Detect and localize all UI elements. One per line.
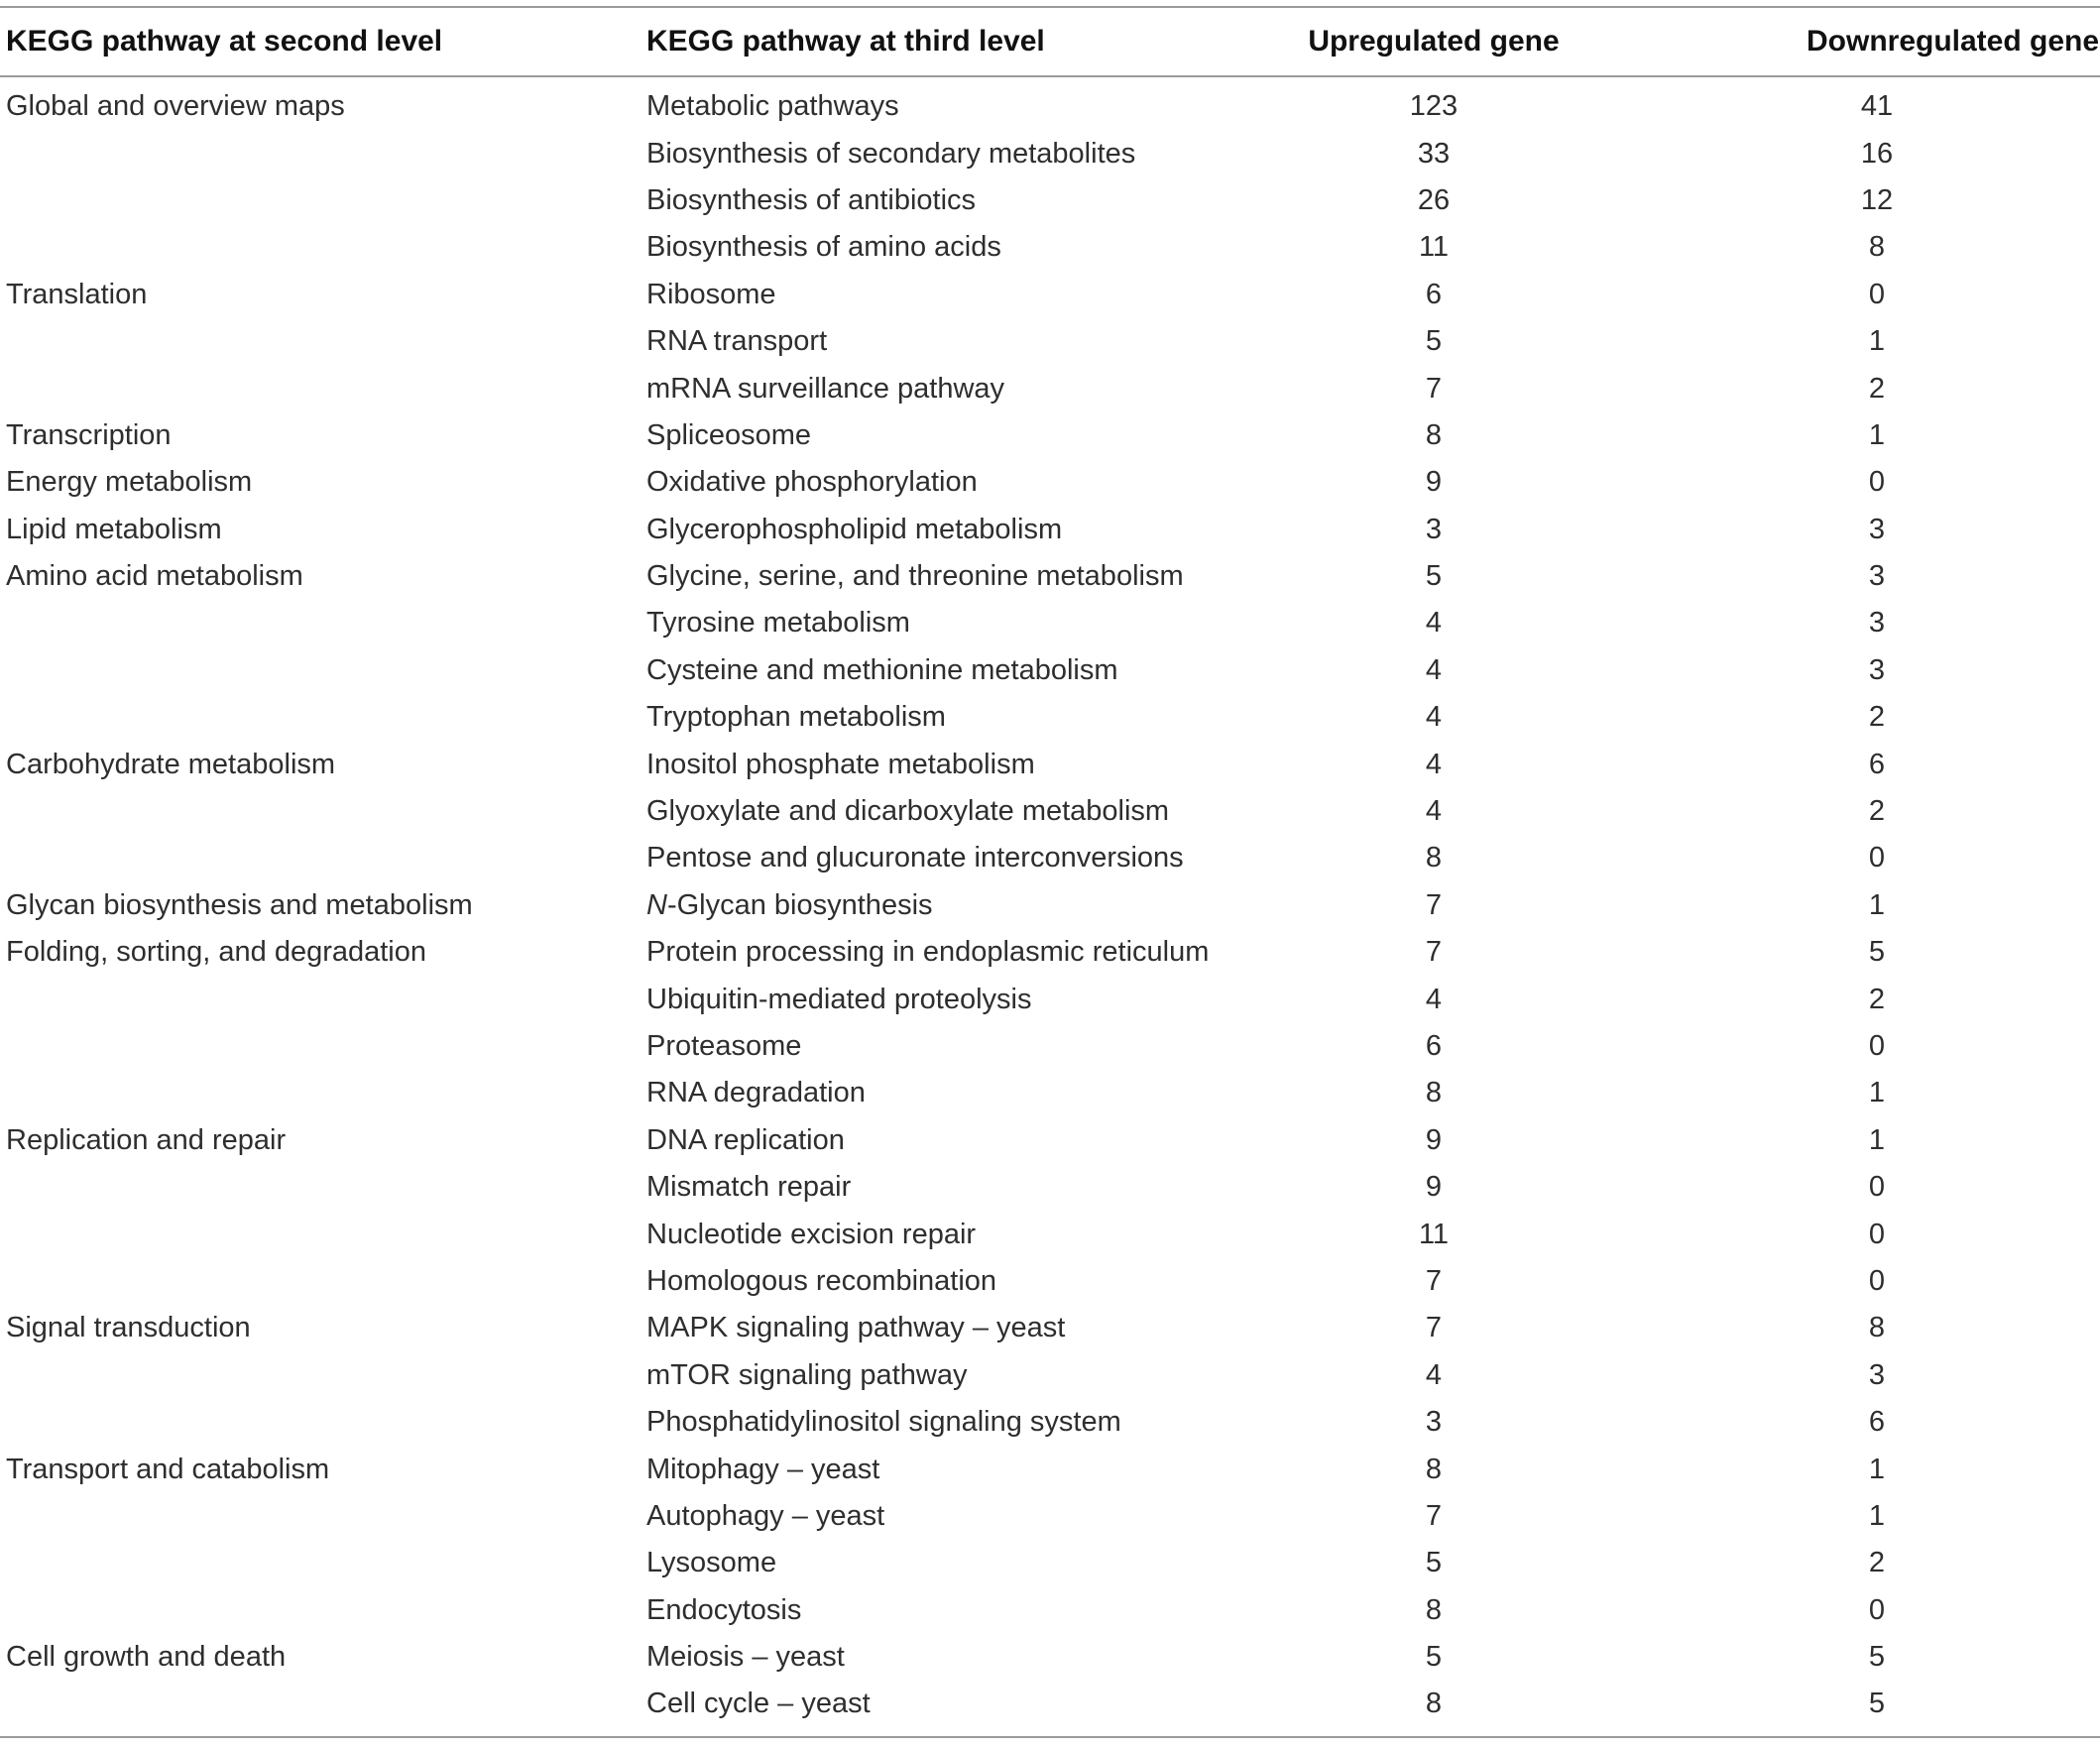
cell-third-level: Biosynthesis of antibiotics <box>646 183 977 216</box>
cell-downregulated: 3 <box>1868 1358 1886 1391</box>
cell-third-level: Proteasome <box>646 1030 802 1062</box>
cell-downregulated: 5 <box>1654 1681 2100 1736</box>
cell-downregulated: 1 <box>1868 1453 1886 1485</box>
cell-upregulated: 4 <box>1425 653 1443 686</box>
cell-second-level: Folding, sorting, and degradation <box>6 936 427 969</box>
cell-downregulated: 5 <box>1868 1641 1886 1674</box>
cell-upregulated: 7 <box>1425 1312 1443 1344</box>
table-row <box>0 694 2100 741</box>
table-row <box>0 1258 2100 1305</box>
cell-second-level: Transport and catabolism <box>6 1453 330 1485</box>
cell-downregulated: 1 <box>1868 1077 1886 1109</box>
table-row <box>0 224 2100 271</box>
cell-upregulated: 4 <box>1425 1358 1443 1391</box>
table-row <box>0 1305 2100 1351</box>
cell-downregulated: 1 <box>1868 1499 1886 1532</box>
cell-upregulated: 8 <box>1425 1593 1443 1626</box>
cell-second-level <box>0 647 641 694</box>
table-row <box>0 76 2100 130</box>
header-downregulated: Downregulated gene <box>1654 7 2100 76</box>
cell-third-level: Biosynthesis of amino acids <box>646 231 1001 264</box>
cell-upregulated: 5 <box>1425 1641 1443 1674</box>
cell-upregulated: 8 <box>1214 1681 1654 1736</box>
cell-downregulated: 2 <box>1868 795 1886 828</box>
table-row <box>0 1540 2100 1586</box>
cell-downregulated: 3 <box>1868 653 1886 686</box>
cell-second-level <box>0 1352 641 1399</box>
cell-second-level <box>0 976 641 1022</box>
table-row <box>0 1681 2100 1736</box>
header-upregulated: Upregulated gene <box>1214 7 1654 76</box>
header-second-level: KEGG pathway at second level <box>0 7 641 76</box>
table-row <box>0 130 2100 176</box>
cell-third-level: Biosynthesis of secondary metabolites <box>646 137 1136 170</box>
cell-downregulated: 2 <box>1868 701 1886 734</box>
cell-upregulated: 7 <box>1425 936 1443 969</box>
cell-upregulated: 5 <box>1425 325 1443 358</box>
cell-upregulated: 4 <box>1425 795 1443 828</box>
cell-third-level: Homologous recombination <box>646 1264 997 1297</box>
cell-second-level <box>0 1164 641 1211</box>
table-row <box>0 1634 2100 1681</box>
cell-second-level: Global and overview maps <box>6 90 345 123</box>
table-row <box>0 272 2100 318</box>
table-row <box>0 1352 2100 1399</box>
cell-downregulated: 8 <box>1868 231 1886 264</box>
table-row <box>0 835 2100 881</box>
cell-second-level <box>0 1211 641 1257</box>
cell-upregulated: 11 <box>1418 1218 1450 1250</box>
cell-second-level <box>0 177 641 224</box>
cell-upregulated: 9 <box>1425 1123 1443 1156</box>
cell-upregulated: 33 <box>1417 137 1451 170</box>
table-row <box>0 647 2100 694</box>
cell-downregulated: 1 <box>1868 418 1886 451</box>
cell-downregulated: 5 <box>1868 936 1886 969</box>
cell-downregulated: 8 <box>1868 1312 1886 1344</box>
cell-upregulated: 9 <box>1425 1171 1443 1204</box>
cell-downregulated: 0 <box>1868 466 1886 499</box>
cell-upregulated: 6 <box>1425 1030 1443 1062</box>
cell-upregulated: 7 <box>1425 1499 1443 1532</box>
cell-third-level: Glyoxylate and dicarboxylate metabolism <box>646 795 1170 828</box>
table-header <box>0 7 2100 76</box>
cell-third-level: Endocytosis <box>646 1593 802 1626</box>
cell-second-level <box>0 1258 641 1305</box>
cell-third-level: Autophagy – yeast <box>646 1499 885 1532</box>
cell-second-level: Carbohydrate metabolism <box>6 748 336 780</box>
table-row <box>0 741 2100 787</box>
cell-second-level: Replication and repair <box>6 1123 287 1156</box>
table-row <box>0 553 2100 600</box>
cell-third-level: RNA transport <box>646 325 828 358</box>
cell-downregulated: 0 <box>1868 1218 1886 1250</box>
cell-downregulated: 0 <box>1868 842 1886 874</box>
cell-upregulated: 11 <box>1418 231 1450 264</box>
cell-downregulated: 3 <box>1868 560 1886 593</box>
cell-upregulated: 7 <box>1425 372 1443 405</box>
cell-second-level <box>0 1399 641 1446</box>
kegg-pathway-table <box>0 6 2100 1738</box>
cell-third-level: mRNA surveillance pathway <box>646 372 1005 405</box>
cell-upregulated: 7 <box>1425 1264 1443 1297</box>
cell-second-level: Energy metabolism <box>6 466 253 499</box>
cell-second-level: Signal transduction <box>6 1312 251 1344</box>
cell-second-level: Transcription <box>6 418 172 451</box>
cell-third-level: Ubiquitin-mediated proteolysis <box>646 983 1032 1015</box>
cell-downregulated: 3 <box>1868 513 1886 545</box>
cell-third-level: Meiosis – yeast <box>646 1641 845 1674</box>
cell-third-level: Pentose and glucuronate interconversions <box>646 842 1184 874</box>
table-row <box>0 177 2100 224</box>
table-row <box>0 929 2100 976</box>
cell-upregulated: 8 <box>1425 1077 1443 1109</box>
cell-second-level <box>0 788 641 835</box>
cell-third-level: Spliceosome <box>646 418 812 451</box>
cell-upregulated: 8 <box>1425 842 1443 874</box>
cell-upregulated: 8 <box>1425 1453 1443 1485</box>
cell-downregulated: 0 <box>1868 1593 1886 1626</box>
table-row <box>0 600 2100 646</box>
cell-upregulated: 4 <box>1425 607 1443 640</box>
cell-upregulated: 123 <box>1409 90 1458 123</box>
cell-third-level: Mitophagy – yeast <box>646 1453 880 1485</box>
cell-downregulated: 2 <box>1868 372 1886 405</box>
cell-downregulated: 0 <box>1868 1030 1886 1062</box>
cell-third-level: Oxidative phosphorylation <box>646 466 978 499</box>
cell-second-level <box>0 1070 641 1116</box>
cell-second-level <box>0 130 641 176</box>
cell-third-level: Protein processing in endoplasmic reticulum <box>646 936 1210 969</box>
cell-third-level: Cell cycle – yeast <box>641 1681 1214 1736</box>
cell-upregulated: 4 <box>1425 983 1443 1015</box>
cell-second-level: Cell growth and death <box>6 1641 287 1674</box>
cell-downregulated: 41 <box>1860 90 1894 123</box>
cell-third-level: Lysosome <box>646 1547 777 1579</box>
cell-downregulated: 12 <box>1860 183 1894 216</box>
cell-upregulated: 26 <box>1417 183 1451 216</box>
table-row <box>0 882 2100 929</box>
cell-downregulated: 16 <box>1860 137 1894 170</box>
table-row <box>0 459 2100 506</box>
table-row <box>0 1070 2100 1116</box>
table-row <box>0 1117 2100 1164</box>
cell-downregulated: 2 <box>1868 983 1886 1015</box>
cell-second-level <box>0 1587 641 1634</box>
cell-third-level-prefix: N <box>646 888 667 921</box>
cell-second-level <box>0 318 641 365</box>
cell-upregulated: 5 <box>1425 560 1443 593</box>
table-row <box>0 1023 2100 1070</box>
cell-downregulated: 1 <box>1868 1123 1886 1156</box>
table-row <box>0 1446 2100 1492</box>
cell-downregulated: 6 <box>1868 748 1886 780</box>
cell-downregulated: 1 <box>1868 888 1886 921</box>
cell-third-level: mTOR signaling pathway <box>646 1358 968 1391</box>
cell-second-level <box>0 600 641 646</box>
table-row <box>0 1164 2100 1211</box>
table-row <box>0 412 2100 459</box>
cell-third-level: Tryptophan metabolism <box>646 701 946 734</box>
table-row <box>0 507 2100 553</box>
table-row <box>0 1211 2100 1257</box>
cell-upregulated: 3 <box>1425 1406 1443 1439</box>
cell-second-level: Lipid metabolism <box>6 513 222 545</box>
cell-downregulated: 0 <box>1868 1171 1886 1204</box>
cell-second-level: Translation <box>6 278 148 310</box>
cell-third-level: Nucleotide excision repair <box>646 1218 977 1250</box>
header-row <box>0 7 2100 76</box>
table-row <box>0 318 2100 365</box>
header-third-level: KEGG pathway at third level <box>641 7 1214 76</box>
cell-third-level: MAPK signaling pathway – yeast <box>646 1312 1066 1344</box>
cell-third-level: RNA degradation <box>646 1077 866 1109</box>
cell-downregulated: 1 <box>1868 325 1886 358</box>
cell-downregulated: 2 <box>1868 1547 1886 1579</box>
cell-downregulated: 0 <box>1868 1264 1886 1297</box>
cell-third-level <box>641 882 1214 929</box>
cell-upregulated: 8 <box>1425 418 1443 451</box>
cell-downregulated: 6 <box>1868 1406 1886 1439</box>
cell-third-level-text: -Glycan biosynthesis <box>666 888 933 921</box>
cell-upregulated: 6 <box>1425 278 1443 310</box>
table-row <box>0 1493 2100 1540</box>
cell-second-level: Glycan biosynthesis and metabolism <box>6 888 473 921</box>
cell-second-level <box>0 1540 641 1586</box>
cell-third-level: Ribosome <box>646 278 776 310</box>
cell-third-level: Metabolic pathways <box>646 90 899 123</box>
cell-upregulated: 9 <box>1425 466 1443 499</box>
cell-third-level: Cysteine and methionine metabolism <box>646 653 1118 686</box>
table-row <box>0 788 2100 835</box>
table-body <box>0 76 2100 1737</box>
cell-downregulated: 3 <box>1868 607 1886 640</box>
cell-upregulated: 5 <box>1425 1547 1443 1579</box>
cell-third-level: Mismatch repair <box>646 1171 852 1204</box>
cell-second-level <box>0 1023 641 1070</box>
cell-second-level <box>0 1681 641 1736</box>
table-row <box>0 1587 2100 1634</box>
table-row <box>0 976 2100 1022</box>
table-row <box>0 1399 2100 1446</box>
cell-third-level: Tyrosine metabolism <box>646 607 910 640</box>
cell-second-level <box>0 224 641 271</box>
kegg-table-container <box>0 6 2100 1738</box>
cell-upregulated: 4 <box>1425 748 1443 780</box>
cell-third-level: DNA replication <box>646 1123 845 1156</box>
cell-downregulated: 0 <box>1868 278 1886 310</box>
cell-third-level: Glycine, serine, and threonine metabolism <box>646 560 1184 593</box>
cell-second-level <box>0 835 641 881</box>
cell-third-level: Glycerophospholipid metabolism <box>646 513 1063 545</box>
cell-third-level: Phosphatidylinositol signaling system <box>646 1406 1121 1439</box>
cell-upregulated: 4 <box>1425 701 1443 734</box>
cell-second-level: Amino acid metabolism <box>6 560 303 593</box>
cell-third-level: Inositol phosphate metabolism <box>646 748 1035 780</box>
cell-second-level <box>0 365 641 411</box>
cell-upregulated: 7 <box>1425 888 1443 921</box>
table-row <box>0 365 2100 411</box>
cell-second-level <box>0 1493 641 1540</box>
cell-second-level <box>0 694 641 741</box>
cell-upregulated: 3 <box>1425 513 1443 545</box>
